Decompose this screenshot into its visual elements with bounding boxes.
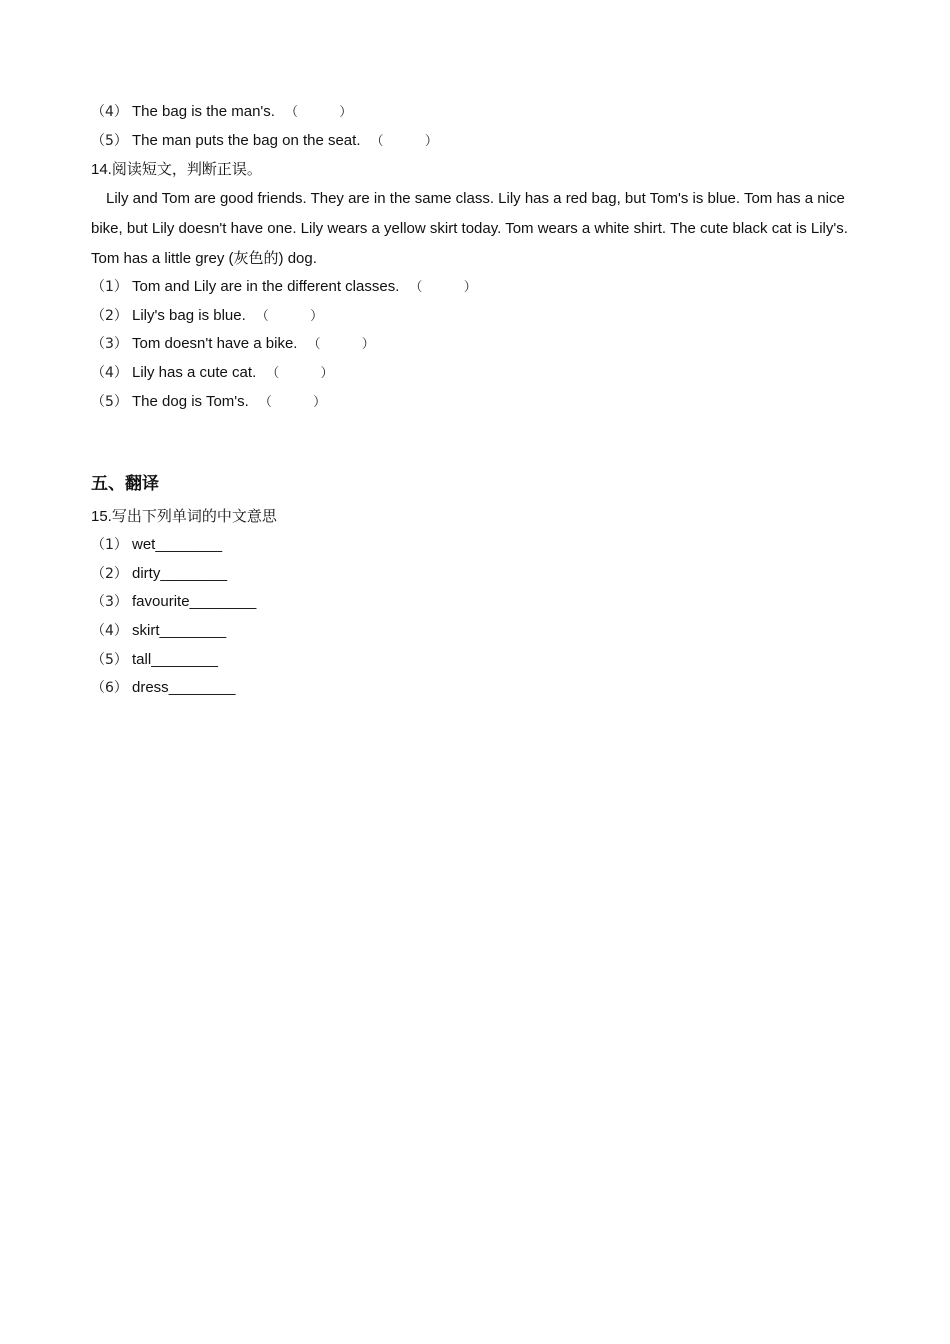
- answer-blank[interactable]: （ ）: [266, 365, 334, 381]
- translation-item: [91, 617, 861, 646]
- translation-item: [91, 674, 861, 703]
- answer-blank[interactable]: ________: [155, 536, 223, 554]
- question-number: 15.: [91, 508, 112, 526]
- statement-item: [91, 302, 861, 331]
- item-number: （3）: [91, 336, 128, 353]
- worksheet-page: [91, 98, 861, 703]
- statement-item: [91, 98, 861, 127]
- question-instruction: 写出下列单词的中文意思: [111, 507, 277, 526]
- item-number: （3）: [91, 594, 128, 611]
- item-text: The bag is the man's.: [132, 103, 275, 120]
- question-heading: [91, 502, 861, 531]
- section-title: 五、翻译: [91, 474, 159, 495]
- previous-question-items: [91, 98, 861, 155]
- question-14: [91, 155, 861, 416]
- item-text: Tom doesn't have a bike.: [132, 335, 298, 353]
- item-number: （4）: [91, 622, 128, 639]
- item-word: dirty: [132, 564, 161, 582]
- translation-item: [91, 560, 861, 589]
- statement-item: [91, 127, 861, 156]
- answer-blank[interactable]: ________: [159, 621, 227, 639]
- answer-blank[interactable]: （ ）: [255, 308, 324, 324]
- reading-passage: Lily and Tom are good friends. They are in the same class. Lily has a red bag, but Tom's is blue. Tom has a nice bike, but Lily doesn't have one. Lily wears a yellow skirt today. Tom wears a white shirt. The cute black cat is Lily's. Tom has a little grey (灰色的) dog.: [91, 190, 848, 268]
- translation-item: [91, 531, 861, 560]
- item-number: （6）: [91, 680, 128, 697]
- item-number: （2）: [91, 565, 128, 582]
- question-heading: [91, 155, 861, 184]
- item-text: The man puts the bag on the seat.: [132, 131, 361, 149]
- answer-blank[interactable]: ________: [168, 679, 236, 697]
- answer-blank[interactable]: （ ）: [284, 105, 353, 120]
- translation-item: [91, 588, 861, 617]
- item-number: （5）: [91, 393, 128, 410]
- item-word: wet: [132, 536, 156, 554]
- question-number: 14.: [91, 161, 112, 179]
- statement-item: [91, 388, 861, 417]
- item-number: （5）: [91, 132, 128, 149]
- answer-blank[interactable]: （ ）: [307, 337, 375, 353]
- question-15: [91, 502, 861, 703]
- item-text: Lily's bag is blue.: [132, 306, 246, 324]
- item-word: favourite: [132, 593, 190, 611]
- answer-blank[interactable]: （ ）: [409, 280, 477, 296]
- statement-item: [91, 273, 861, 302]
- item-number: （1）: [91, 537, 128, 554]
- item-word: skirt: [132, 621, 160, 639]
- item-word: tall: [132, 650, 152, 668]
- answer-blank[interactable]: （ ）: [258, 394, 327, 410]
- translation-item: [91, 646, 861, 675]
- answer-blank[interactable]: （ ）: [370, 133, 438, 149]
- question-instruction: 阅读短文，判断正误。: [111, 160, 262, 179]
- item-number: （1）: [91, 279, 128, 296]
- statement-item: [91, 359, 861, 388]
- statement-item: [91, 330, 861, 359]
- answer-blank[interactable]: ________: [151, 650, 218, 668]
- item-text: Tom and Lily are in the different classes.: [132, 278, 400, 296]
- item-number: （2）: [91, 307, 128, 324]
- item-word: dress: [132, 679, 169, 697]
- answer-blank[interactable]: ________: [189, 593, 257, 611]
- item-text: The dog is Tom's.: [132, 392, 249, 410]
- answer-blank[interactable]: ________: [160, 564, 228, 582]
- item-number: （5）: [91, 651, 128, 668]
- item-number: （4）: [91, 364, 128, 381]
- item-number: （4）: [91, 104, 128, 120]
- item-text: Lily has a cute cat.: [132, 363, 257, 381]
